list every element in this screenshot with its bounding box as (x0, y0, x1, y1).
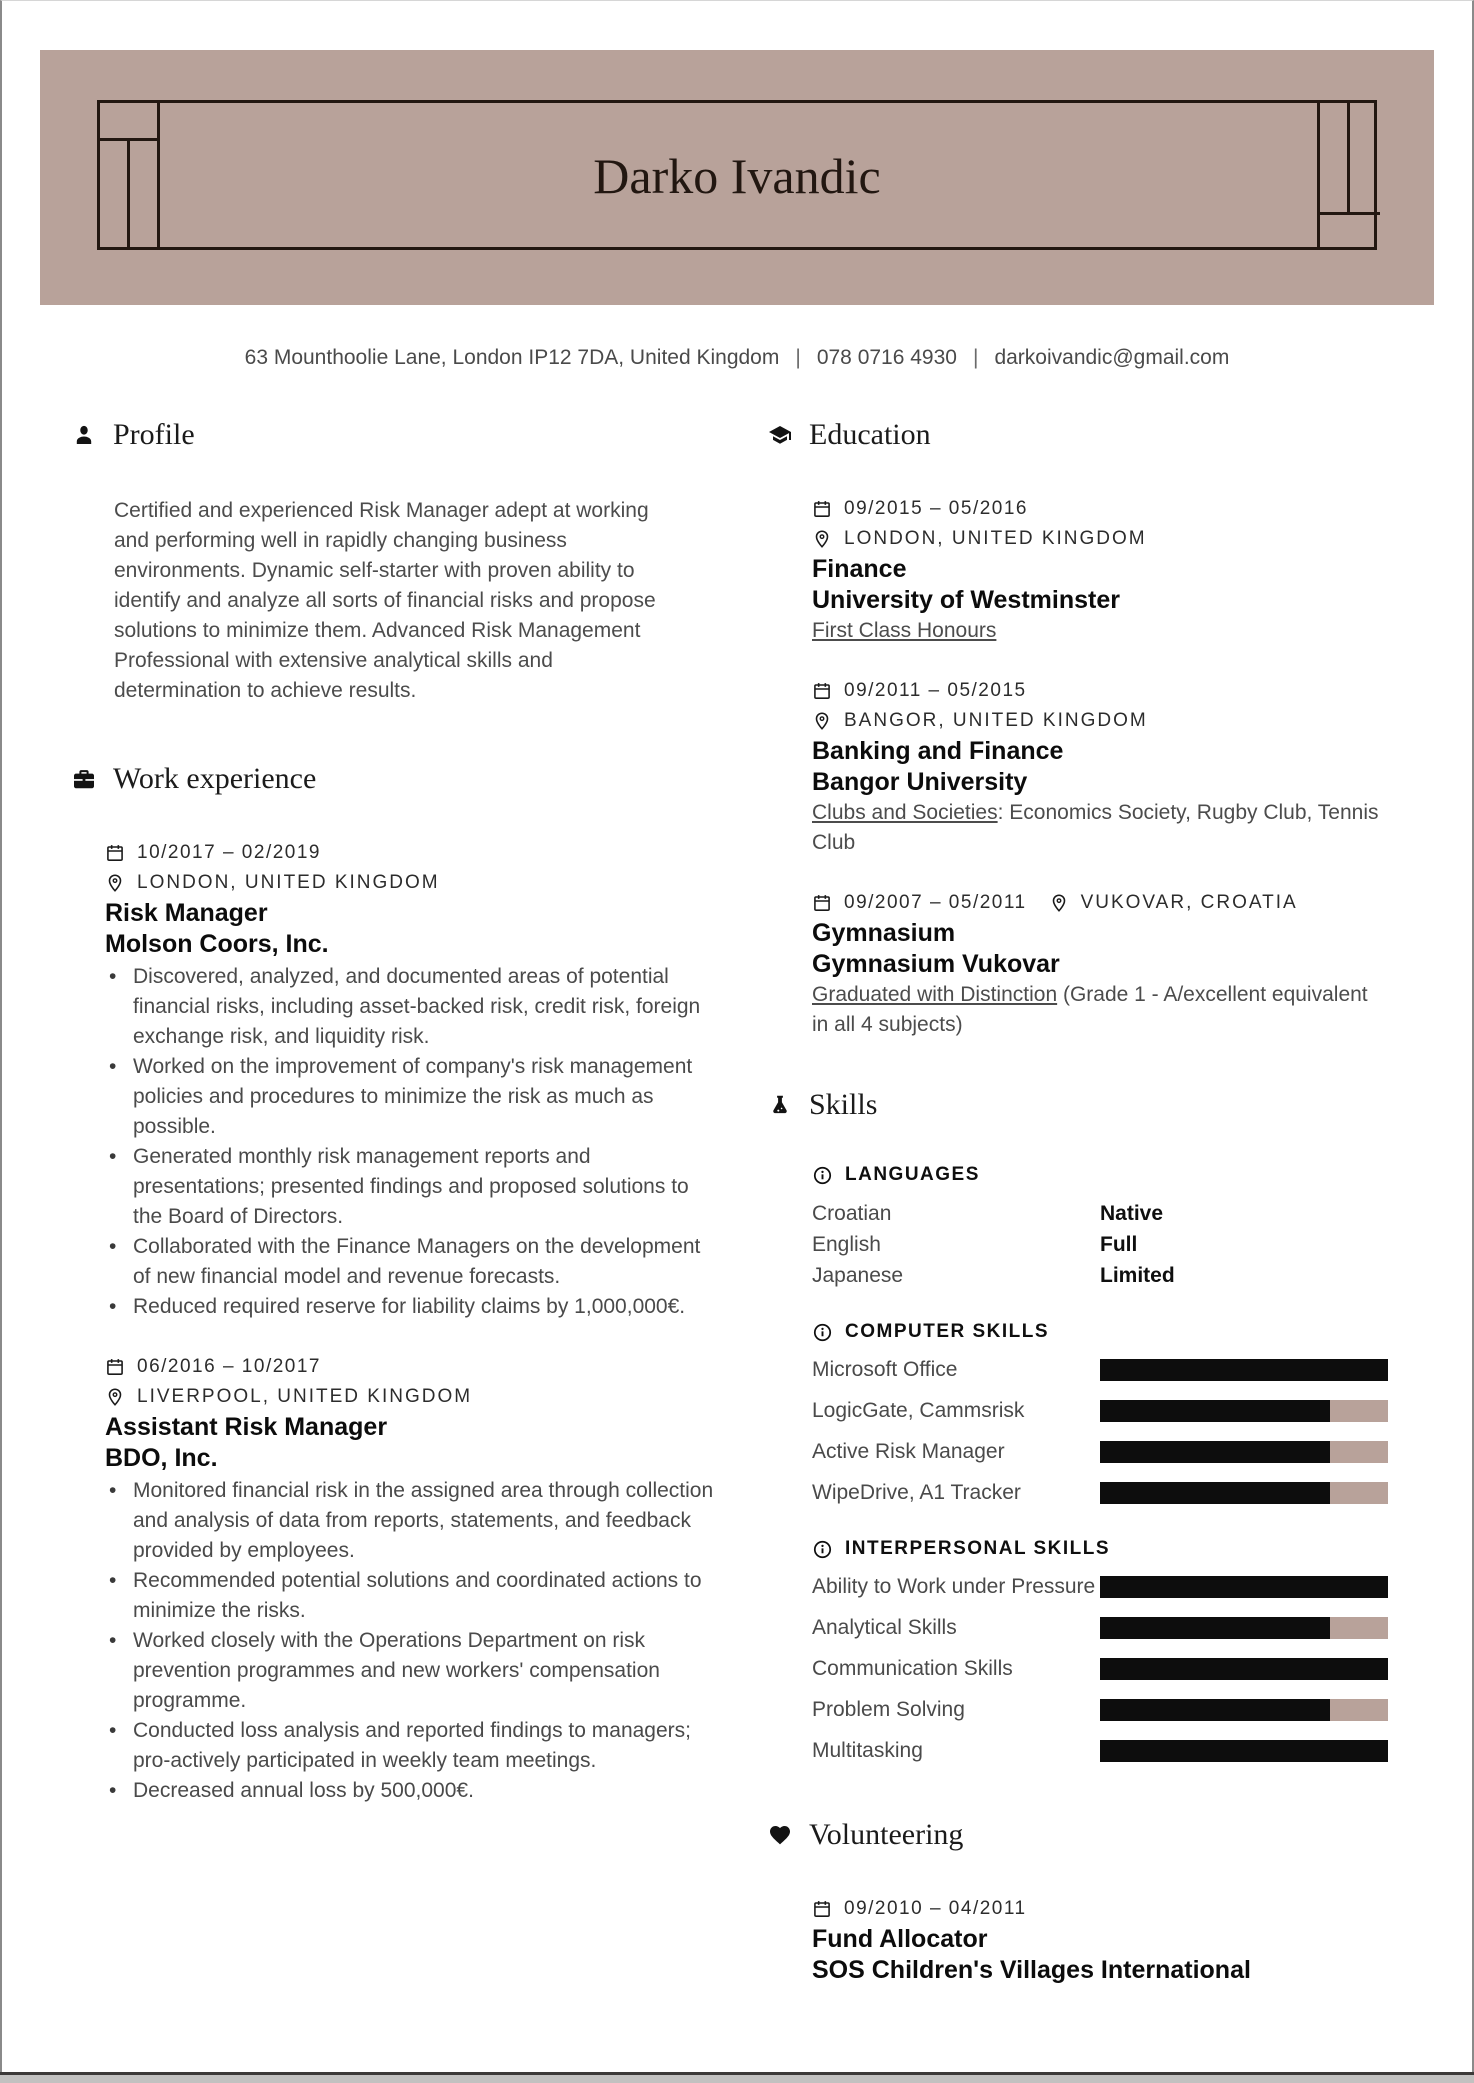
job-bullet: • Decreased annual loss by 500,000€. (105, 1776, 722, 1806)
job-location-row: LIVERPOOL, UNITED KINGDOM (105, 1382, 722, 1412)
skill-bar-fill (1100, 1658, 1388, 1680)
volunteering-date-row: 09/2010 – 04/2011 (812, 1894, 1388, 1924)
job-bullet: • Recommended potential solutions and coordinated actions to minimize the risks. (105, 1566, 722, 1626)
location-pin-icon (1049, 893, 1069, 913)
skill-row (812, 1478, 1413, 1508)
education-degree: Finance (812, 555, 907, 583)
education-heading: Education (809, 418, 931, 451)
skill-name: Communication Skills (812, 1657, 1013, 1680)
frame-ornament-right-horizontal (1317, 212, 1380, 215)
education-date-location-row: 09/2007 – 05/2011 VUKOVAR, CROATIA (812, 888, 1388, 918)
education-note (812, 798, 1388, 858)
skill-bar (1100, 1400, 1388, 1422)
skill-name: Multitasking (812, 1739, 923, 1762)
education-school: University of Westminster (812, 586, 1120, 614)
contact-separator: | (795, 346, 801, 369)
contact-separator: | (972, 346, 979, 369)
languages-subsection (812, 1164, 1413, 1291)
skill-bar (1100, 1441, 1388, 1463)
volunteering-heading-row (768, 1818, 1413, 1852)
computer-skills-label-row (812, 1321, 1413, 1343)
job-bullet: • Conducted loss analysis and reported findings to managers; pro-actively participated in weekly team meetings. (105, 1716, 722, 1776)
skill-bar-fill (1100, 1441, 1330, 1463)
skill-row (812, 1654, 1413, 1684)
section-profile (72, 418, 722, 706)
window-bottom-edge (0, 2072, 1474, 2083)
skill-bar-fill (1100, 1740, 1388, 1762)
skill-name: Microsoft Office (812, 1358, 958, 1381)
education-location-row: BANGOR, UNITED KINGDOM (812, 706, 1388, 736)
education-note (812, 980, 1388, 1040)
skill-bar-fill (1100, 1699, 1330, 1721)
education-location-row: LONDON, UNITED KINGDOM (812, 524, 1388, 554)
skill-bar (1100, 1740, 1388, 1762)
job-location-row: LONDON, UNITED KINGDOM (105, 868, 722, 898)
job-bullet-list (105, 962, 722, 1322)
skill-name: WipeDrive, A1 Tracker (812, 1481, 1021, 1504)
language-name: English (812, 1232, 881, 1256)
job-bullet: • Reduced required reserve for liability claims by 1,000,000€. (105, 1292, 722, 1322)
job-entry (105, 838, 722, 1322)
skill-row (812, 1613, 1413, 1643)
work-heading-row (72, 762, 722, 796)
skill-name: LogicGate, Cammsrisk (812, 1399, 1025, 1422)
candidate-name: Darko Ivandic (593, 148, 881, 204)
education-note-rest: (Grade 1 - A/excellent equivalent in all 4 subjects) (812, 983, 1368, 1036)
contact-phone: 078 0716 4930 (816, 346, 957, 369)
location-pin-icon (812, 711, 832, 731)
education-entry (812, 888, 1388, 1040)
skill-row (812, 1572, 1413, 1602)
skill-bar (1100, 1482, 1388, 1504)
skill-bar-fill (1100, 1359, 1388, 1381)
location-pin-icon (105, 1387, 125, 1407)
language-rows (812, 1198, 1413, 1291)
skill-row (812, 1437, 1413, 1467)
job-entry (105, 1352, 722, 1806)
calendar-icon (812, 681, 832, 701)
location-pin-icon (812, 529, 832, 549)
skill-row (812, 1695, 1413, 1725)
education-note-link[interactable]: First Class Honours (812, 619, 997, 642)
contact-address: 63 Mounthoolie Lane, London IP12 7DA, United Kingdom (244, 346, 780, 369)
computer-skill-rows (812, 1355, 1413, 1508)
skill-bar-fill (1100, 1576, 1388, 1598)
job-company: Molson Coors, Inc. (105, 930, 329, 958)
skill-bar (1100, 1359, 1388, 1381)
profile-heading-row (72, 418, 722, 452)
skill-bar-fill (1100, 1482, 1330, 1504)
skill-bar-fill (1100, 1617, 1330, 1639)
job-bullet: • Collaborated with the Finance Managers on the development of new financial model and revenue forecasts. (105, 1232, 722, 1292)
left-column (72, 418, 722, 1836)
profile-text: Certified and experienced Risk Manager adept at working and performing well in rapidly changing business environments. Dynamic self-starter with proven ability to identify and analyze all sorts of financial risks and propose solutions to minimize them. Advanced Risk Management Professional with extensive analytical skills and determination to achieve results. (114, 499, 656, 702)
calendar-icon (105, 843, 125, 863)
person-icon (72, 423, 96, 447)
language-row (812, 1229, 1413, 1260)
skills-heading-row (768, 1088, 1413, 1122)
skill-bar-fill (1100, 1400, 1330, 1422)
education-entry (812, 494, 1388, 646)
job-entries (105, 838, 722, 1806)
heart-icon (768, 1823, 792, 1847)
education-heading-row (768, 418, 1413, 452)
interpersonal-skills-subsection (812, 1538, 1413, 1766)
skill-bar (1100, 1699, 1388, 1721)
education-note-link[interactable]: Clubs and Societies (812, 801, 998, 824)
job-title: Assistant Risk Manager (105, 1413, 388, 1441)
skill-bar (1100, 1576, 1388, 1598)
flask-icon (768, 1093, 792, 1117)
job-bullet: • Worked on the improvement of company's risk management policies and procedures to minimize the risk as much as possible. (105, 1052, 722, 1142)
language-level: Full (1100, 1232, 1138, 1256)
language-row (812, 1260, 1413, 1291)
right-column (768, 418, 1413, 2016)
volunteering-organization: SOS Children's Villages International (812, 1956, 1251, 1984)
job-bullet: • Generated monthly risk management reports and presentations; presented findings and proposed solutions to the Board of Directors. (105, 1142, 722, 1232)
education-note-rest: : Economics Society, Rugby Club, Tennis Club (812, 801, 1379, 854)
language-name: Japanese (812, 1263, 904, 1287)
calendar-icon (105, 1357, 125, 1377)
section-work-experience (72, 762, 722, 1806)
skill-bar (1100, 1658, 1388, 1680)
job-bullet: • Monitored financial risk in the assigned area through collection and analysis of data from reports, statements, and feedback provided by employees. (105, 1476, 722, 1566)
skill-name: Active Risk Manager (812, 1440, 1005, 1463)
interpersonal-skills-label-row (812, 1538, 1413, 1560)
briefcase-icon (72, 767, 96, 791)
skill-row (812, 1355, 1413, 1385)
skills-heading: Skills (809, 1088, 878, 1121)
education-degree: Banking and Finance (812, 737, 1064, 765)
computer-skills-subsection (812, 1321, 1413, 1508)
skill-name: Analytical Skills (812, 1616, 957, 1639)
education-school: Bangor University (812, 768, 1028, 796)
computer-skills-label: COMPUTER SKILLS (845, 1321, 1050, 1342)
language-name: Croatian (812, 1201, 892, 1225)
volunteering-heading: Volunteering (809, 1818, 964, 1851)
education-note-link[interactable]: Graduated with Distinction (812, 983, 1058, 1006)
languages-label-row (812, 1164, 1413, 1186)
language-level: Native (1100, 1201, 1164, 1225)
education-entry (812, 676, 1388, 858)
graduation-cap-icon (768, 423, 792, 447)
languages-label: LANGUAGES (845, 1164, 980, 1185)
work-heading: Work experience (113, 762, 317, 795)
contact-line (0, 346, 1474, 370)
education-date-row: 09/2015 – 05/2016 (812, 494, 1388, 524)
education-note (812, 616, 1388, 646)
education-date-row: 09/2011 – 05/2015 (812, 676, 1388, 706)
interpersonal-skill-rows (812, 1572, 1413, 1766)
skill-name: Ability to Work under Pressure (812, 1575, 1096, 1598)
volunteering-entry (812, 1894, 1388, 1986)
calendar-icon (812, 893, 832, 913)
job-bullet-list (105, 1476, 722, 1806)
language-level: Limited (1100, 1263, 1175, 1287)
profile-heading: Profile (113, 418, 195, 451)
skill-row (812, 1396, 1413, 1426)
job-date-row: 06/2016 – 10/2017 (105, 1352, 722, 1382)
skills-body (812, 1164, 1413, 1766)
volunteering-entries (812, 1894, 1413, 1986)
volunteering-role: Fund Allocator (812, 1925, 988, 1953)
location-pin-icon (105, 873, 125, 893)
header-banner (40, 50, 1434, 305)
calendar-icon (812, 1899, 832, 1919)
education-entries (812, 494, 1413, 1040)
info-icon (812, 1165, 833, 1186)
education-degree: Gymnasium (812, 919, 956, 947)
section-volunteering (768, 1818, 1413, 1986)
contact-email[interactable]: darkoivandic@gmail.com (994, 346, 1230, 369)
job-title: Risk Manager (105, 899, 268, 927)
interpersonal-skills-label: INTERPERSONAL SKILLS (845, 1538, 1111, 1559)
skill-bar (1100, 1617, 1388, 1639)
job-bullet: • Discovered, analyzed, and documented areas of potential financial risks, including asset-backed risk, credit risk, foreign exchange risk, and liquidity risk. (105, 962, 722, 1052)
job-bullet: • Worked closely with the Operations Department on risk prevention programmes and new workers' compensation programme. (105, 1626, 722, 1716)
section-skills (768, 1088, 1413, 1766)
job-date-row: 10/2017 – 02/2019 (105, 838, 722, 868)
calendar-icon (812, 499, 832, 519)
info-icon (812, 1539, 833, 1560)
skill-row (812, 1736, 1413, 1766)
language-row (812, 1198, 1413, 1229)
section-education (768, 418, 1413, 1040)
skill-name: Problem Solving (812, 1698, 965, 1721)
info-icon (812, 1322, 833, 1343)
job-company: BDO, Inc. (105, 1444, 218, 1472)
education-school: Gymnasium Vukovar (812, 950, 1060, 978)
